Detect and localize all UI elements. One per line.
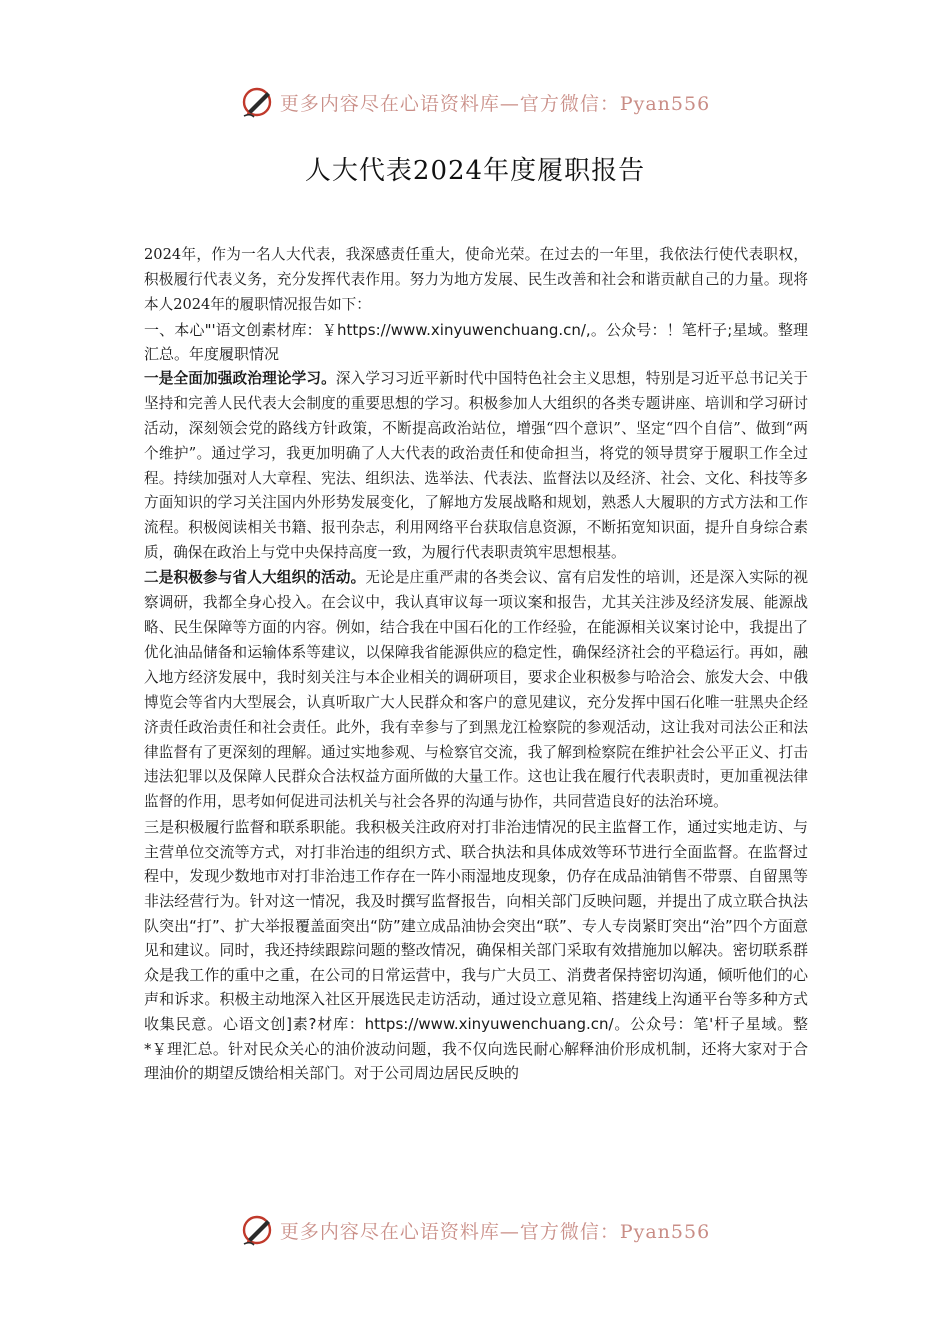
header-banner-text: 更多内容尽在心语资料库—官方微信：Pyan556 — [279, 92, 711, 115]
point1-body: 深入学习习近平新时代中国特色社会主义思想，特别是习近平总书记关于坚持和完善人民代表大会制度的重要思想的学习。积极参加人大组织的各类专题讲座、培训和学习研讨活动，深刻领会党的路线方针政策，不断提高政治站位，增强“四个意识”、坚定“四个自信”、做到“两个维护”。通过学习，我更加明确了人大代表的政治责任和使命担当，将党的领导贯穿于履职工作全过程。持续加强对人大章程、宪法、组织法、选举法、代表法、监督法以及经济、社会、文化、科技等多方面知识的学习关注国内外形势发展变化，了解地方发展战略和规划，熟悉人大履职的方式方法和工作流程。积极阅读相关书籍、报刊杂志，利用网络平台获取信息资源，不断拓宽知识面，提升自身综合素质，确保在政治上与党中央保持高度一致，为履行代表职责筑牢思想根基。 — [144, 369, 808, 562]
document-title: 人大代表2024年度履职报告 — [304, 156, 646, 186]
footer-banner-text: 更多内容尽在心语资料库—官方微信：Pyan556 — [279, 1220, 711, 1243]
point1-lead: 一是全面加强政治理论学习。 — [144, 369, 336, 387]
point1-paragraph — [144, 367, 808, 566]
pen-logo-icon — [240, 84, 276, 120]
section1-heading: 一、本心"'语文创素材库：￥https://www.xinyuwenchuang.cn/,。公众号：！笔杆子;星域。整理汇总。年度履职情况 — [144, 320, 808, 364]
point2-paragraph — [144, 566, 808, 815]
footer-banner — [0, 1210, 950, 1250]
point2-lead: 二是积极参与省人大组织的活动。 — [144, 569, 366, 587]
pen-logo-icon — [240, 1212, 276, 1248]
point2-body: 无论是庄重严肃的各类会议、富有启发性的培训，还是深入实际的视察调研，我都全身心投入。在会议中，我认真审议每一项议案和报告，尤其关注涉及经济发展、能源战略、民生保障等方面的内容。例如，结合我在中国石化的工作经验，在能源相关议案讨论中，我提出了优化油品储备和运输体系等建议，以保障我省能源供应的稳定性，确保经济社会的平稳运行。再如，融入地方经济发展中，我时刻关注与本企业相关的调研项目，要求企业积极参与哈洽会、旅发大会、中俄博览会等省内大型展会，认真听取广大人民群众和客户的意见建议，充分发挥中国石化唯一驻黑央企经济责任政治责任和社会责任。此外，我有幸参与了到黑龙江检察院的参观活动，这让我对司法公正和法律监督有了更深刻的理解。通过实地参观、与检察官交流，我了解到检察院在维护社会公平正义、打击违法犯罪以及保障人民群众合法权益方面所做的大量工作。这也让我在履行代表职责时，更加重视法律监督的作用，思考如何促进司法机关与社会各界的沟通与协作，共同营造良好的法治环境。 — [144, 569, 808, 811]
document-body — [144, 243, 808, 1086]
intro-paragraph: 2024年，作为一名人大代表，我深感责任重大，使命光荣。在过去的一年里，我依法行使代表职权，积极履行代表义务，充分发挥代表作用。努力为地方发展、民生改善和社会和谐贡献自己的力量。现将本人2024年的履职情况报告如下： — [144, 246, 808, 313]
point3-paragraph: 三是积极履行监督和联系职能。我积极关注政府对打非治违情况的民主监督工作，通过实地走访、与主营单位交流等方式，对打非治违的组织方式、联合执法和具体成效等环节进行全面监督。在监督过程中，发现少数地市对打非治违工作存在一阵小雨湿地皮现象，仍存在成品油销售不带票、自留黑等非法经营行为。针对这一情况，我及时撰写监督报告，向相关部门反映问题，并提出了成立联合执法队突出“打”、扩大举报覆盖面突出“防”建立成品油协会突出“联”、专人专岗紧盯突出“治”四个方面意见和建议。同时，我还持续跟踪问题的整改情况，确保相关部门采取有效措施加以解决。密切联系群众是我工作的重中之重，在公司的日常运营中，我与广大员工、消费者保持密切沟通，倾听他们的心声和诉求。积极主动地深入社区开展选民走访活动，通过设立意见箱、搭建线上沟通平台等多种方式收集民意。心语文创]素?材库：https://www.xinyuwenchuang.cn/。公众号：笔'杆子星域。整*￥理汇总。针对民众关心的油价波动问题，我不仅向选民耐心解释油价形成机制，还将大家对于合理油价的期望反馈给相关部门。对于公司周边居民反映的 — [144, 818, 808, 1083]
header-banner — [0, 82, 950, 122]
